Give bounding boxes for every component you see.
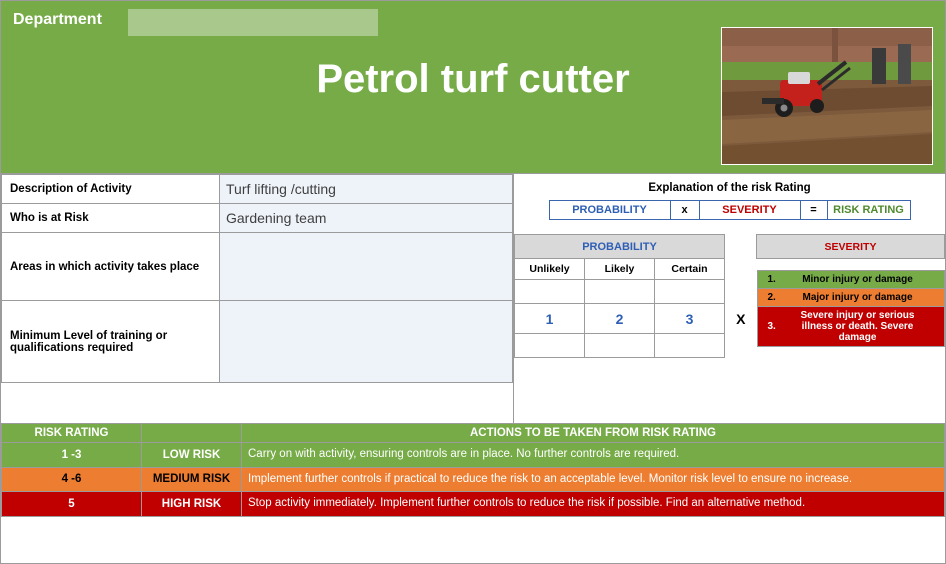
table-row xyxy=(2,467,945,492)
table-row xyxy=(757,288,944,306)
table-row xyxy=(2,443,945,468)
info-value-description-cell xyxy=(220,175,513,204)
rating-high: 5 xyxy=(2,492,142,517)
rating-medium: 4 -6 xyxy=(2,467,142,492)
who-is-at-risk-input[interactable] xyxy=(220,204,512,232)
rating-low: 1 -3 xyxy=(2,443,142,468)
matrix-blank-cell xyxy=(655,280,725,304)
probability-value-1: 1 xyxy=(515,304,585,334)
risk-matrix-table xyxy=(514,234,945,358)
table-row xyxy=(2,492,945,517)
formula-times: x xyxy=(670,201,699,220)
severity-text-2: Major injury or damage xyxy=(802,291,913,303)
table-row xyxy=(549,201,910,220)
document-header xyxy=(1,1,945,173)
level-low: LOW RISK xyxy=(142,443,242,468)
info-value-areas-cell xyxy=(220,233,513,301)
info-label-description: Description of Activity xyxy=(2,175,220,204)
explanation-title: Explanation of the risk Rating xyxy=(648,182,811,194)
actions-table xyxy=(1,423,945,517)
turf-cutter-photo xyxy=(721,27,933,165)
table-row xyxy=(2,204,513,233)
minimum-training-input[interactable] xyxy=(220,302,512,382)
info-label-training: Minimum Level of training or qualifications required xyxy=(2,301,220,383)
probability-label-certain: Certain xyxy=(655,259,725,280)
table-row xyxy=(2,233,513,301)
probability-value-2: 2 xyxy=(585,304,655,334)
matrix-blank-cell xyxy=(515,334,585,358)
level-medium: MEDIUM RISK xyxy=(142,467,242,492)
photo-illustration xyxy=(722,28,932,164)
risk-formula xyxy=(549,200,911,220)
severity-num-3: 3. xyxy=(767,320,776,332)
activity-info-table xyxy=(1,174,513,383)
formula-probability: PROBABILITY xyxy=(549,201,670,220)
areas-of-activity-input[interactable] xyxy=(220,234,512,300)
formula-severity: SEVERITY xyxy=(699,201,800,220)
page-title: Petrol turf cutter xyxy=(316,57,630,101)
info-label-areas: Areas in which activity takes place xyxy=(2,233,220,301)
actions-header-risk-rating: RISK RATING xyxy=(2,424,142,443)
matrix-blank-cell xyxy=(585,334,655,358)
severity-num-2: 2. xyxy=(767,291,776,303)
table-row xyxy=(515,259,945,280)
level-high: HIGH RISK xyxy=(142,492,242,517)
severity-list xyxy=(757,259,945,358)
matrix-blank-cell xyxy=(515,280,585,304)
actions-header-blank xyxy=(142,424,242,443)
probability-header: PROBABILITY xyxy=(515,235,725,259)
severity-header: SEVERITY xyxy=(757,235,945,259)
matrix-spacer xyxy=(725,235,757,259)
severity-num-1: 1. xyxy=(767,273,776,285)
severity-text-3: Severe injury or serious illness or death. Severe damage xyxy=(800,309,915,343)
middle-section xyxy=(1,173,945,423)
severity-row-severe xyxy=(757,306,944,346)
table-row xyxy=(757,270,944,288)
description-low: Carry on with activity, ensuring controls are in place. No further controls are required. xyxy=(242,443,945,468)
probability-value-3: 3 xyxy=(655,304,725,334)
table-row xyxy=(2,424,945,443)
description-high: Stop activity immediately. Implement further controls to reduce the risk if possible. Find an alternative method. xyxy=(242,492,945,517)
matrix-blank-cell xyxy=(655,334,725,358)
info-value-who-at-risk-cell xyxy=(220,204,513,233)
actions-header-actions: ACTIONS TO BE TAKEN FROM RISK RATING xyxy=(242,424,945,443)
formula-risk-rating: RISK RATING xyxy=(827,201,910,220)
probability-label-likely: Likely xyxy=(585,259,655,280)
table-row xyxy=(2,301,513,383)
info-value-training-cell xyxy=(220,301,513,383)
multiply-symbol: X xyxy=(725,280,757,358)
severity-row-minor xyxy=(757,270,944,288)
info-label-who-at-risk: Who is at Risk xyxy=(2,204,220,233)
formula-equals: = xyxy=(800,201,827,220)
department-input[interactable] xyxy=(128,9,378,36)
risk-rating-explanation xyxy=(513,174,945,423)
matrix-spacer xyxy=(725,259,757,280)
table-row xyxy=(515,235,945,259)
severity-row-major xyxy=(757,288,944,306)
table-row xyxy=(757,306,944,346)
department-label: Department xyxy=(13,11,102,28)
probability-label-unlikely: Unlikely xyxy=(515,259,585,280)
risk-matrix-wrap xyxy=(514,234,945,423)
description-of-activity-input[interactable] xyxy=(220,175,512,203)
matrix-blank-cell xyxy=(585,280,655,304)
severity-text-1: Minor injury or damage xyxy=(802,273,913,285)
description-medium: Implement further controls if practical to reduce the risk to an acceptable level. Monitor risk level to ensure no increase. xyxy=(242,467,945,492)
table-row xyxy=(2,175,513,204)
